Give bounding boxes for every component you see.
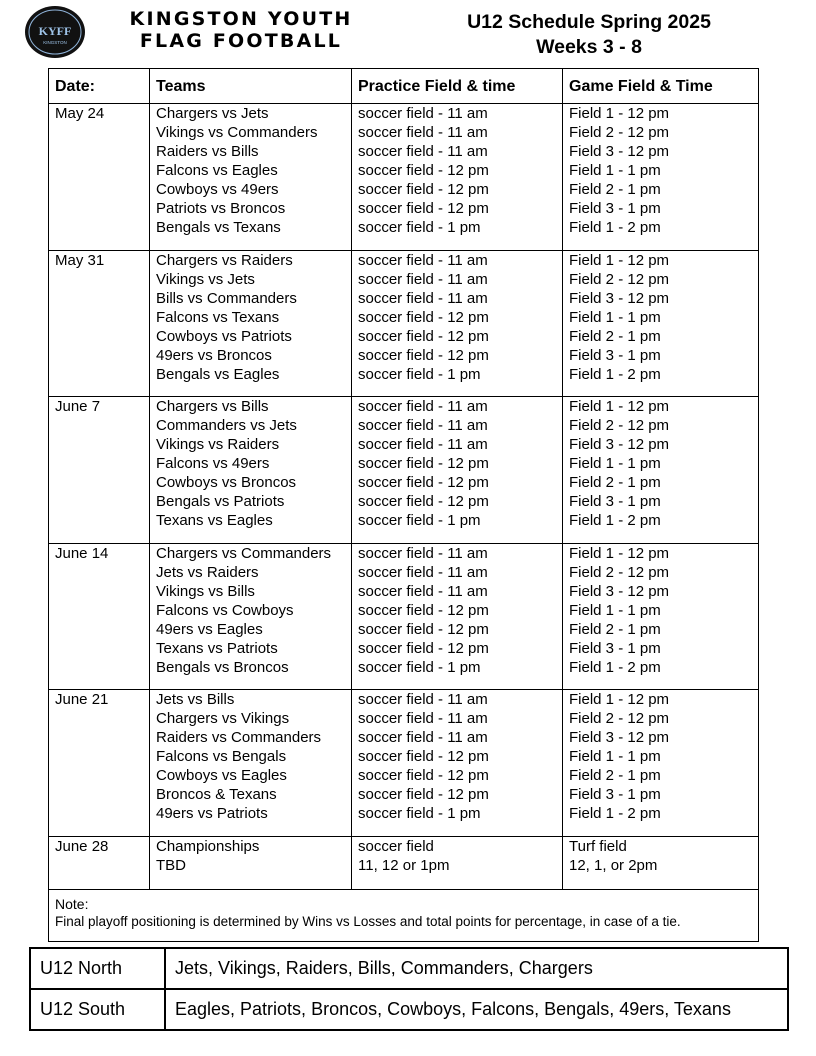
practice-time: soccer field - 11 am (358, 544, 488, 562)
game-cell (563, 104, 759, 251)
game-time: Field 2 - 12 pm (569, 710, 670, 727)
practice-time: soccer field - 11 am (358, 417, 488, 434)
note-label: Note: (55, 895, 89, 912)
matchup: Vikings vs Bills (156, 582, 255, 600)
game-time: Field 2 - 1 pm (569, 474, 661, 491)
table-row (49, 250, 759, 397)
game-time: Field 3 - 12 pm (569, 436, 670, 453)
matchup: Cowboys vs Eagles (156, 767, 287, 784)
practice-time: soccer field - 11 am (358, 691, 488, 708)
game-cell (563, 836, 759, 889)
note-row (49, 889, 759, 941)
matchup: Bengals vs Broncos (156, 658, 289, 676)
practice-time: soccer field - 1 pm (358, 365, 481, 383)
practice-time: soccer field - 12 pm (358, 601, 489, 619)
division-name: U12 North (30, 948, 165, 989)
practice-time: soccer field - 12 pm (358, 748, 489, 765)
teams-cell (150, 250, 352, 397)
header-teams: Teams (150, 69, 352, 104)
game-time: Field 3 - 12 pm (569, 143, 670, 160)
practice-time: 11, 12 or 1pm (358, 856, 450, 874)
practice-time: soccer field - 11 am (358, 105, 488, 122)
practice-time: soccer field - 12 pm (358, 308, 489, 326)
game-cell (563, 543, 759, 690)
game-time: Field 3 - 12 pm (569, 289, 670, 307)
matchup: Chargers vs Vikings (156, 710, 290, 727)
matchup: 49ers vs Broncos (156, 346, 272, 364)
practice-time: soccer field - 11 am (358, 436, 488, 453)
date-cell: May 24 (49, 104, 150, 251)
game-time: Field 2 - 12 pm (569, 270, 670, 288)
matchup: Texans vs Eagles (156, 512, 273, 529)
game-time: Field 2 - 1 pm (569, 327, 661, 345)
matchup: Texans vs Patriots (156, 639, 278, 657)
matchup: Bengals vs Eagles (156, 365, 280, 383)
matchup: Patriots vs Broncos (156, 200, 286, 217)
teams-cell (150, 397, 352, 544)
kyff-logo (24, 5, 86, 59)
game-time: Field 3 - 1 pm (569, 639, 661, 657)
schedule-body (49, 104, 759, 890)
practice-cell (352, 250, 563, 397)
game-time: Field 2 - 1 pm (569, 767, 661, 784)
practice-cell (352, 543, 563, 690)
practice-cell (352, 690, 563, 837)
matchup: Bengals vs Texans (156, 219, 281, 236)
game-time: Field 3 - 1 pm (569, 786, 661, 803)
division-teams: Jets, Vikings, Raiders, Bills, Commanders, Chargers (165, 948, 788, 989)
game-time: Field 1 - 12 pm (569, 544, 670, 562)
organization-title (100, 8, 382, 52)
game-time: Field 1 - 2 pm (569, 219, 661, 236)
header-game: Game Field & Time (563, 69, 759, 104)
game-time: Field 1 - 2 pm (569, 365, 661, 383)
matchup: Falcons vs 49ers (156, 455, 270, 472)
matchup: Bengals vs Patriots (156, 493, 285, 510)
game-time: Field 1 - 2 pm (569, 805, 661, 822)
note-text: Final playoff positioning is determined by Wins vs Losses and total points for percentage, in case of a tie. (55, 913, 681, 929)
practice-time: soccer field - 12 pm (358, 327, 489, 345)
matchup: Chargers vs Bills (156, 398, 269, 415)
date-cell: June 7 (49, 397, 150, 544)
game-time: Field 2 - 12 pm (569, 417, 670, 434)
table-row (49, 543, 759, 690)
practice-time: soccer field - 11 am (358, 729, 488, 746)
game-time: Field 3 - 1 pm (569, 200, 661, 217)
practice-time: soccer field - 1 pm (358, 805, 481, 822)
game-time: 12, 1, or 2pm (569, 856, 658, 874)
game-time: Field 1 - 1 pm (569, 455, 661, 472)
practice-time: soccer field - 1 pm (358, 658, 481, 676)
game-cell (563, 690, 759, 837)
practice-time: soccer field - 12 pm (358, 200, 489, 217)
schedule-title-line-1: U12 Schedule Spring 2025 (467, 11, 711, 33)
game-time: Field 1 - 1 pm (569, 601, 661, 619)
practice-time: soccer field - 11 am (358, 289, 488, 307)
matchup: Cowboys vs Patriots (156, 327, 292, 345)
practice-time: soccer field - 12 pm (358, 455, 489, 472)
game-time: Field 1 - 1 pm (569, 748, 661, 765)
table-row (49, 104, 759, 251)
practice-time: soccer field - 12 pm (358, 786, 489, 803)
matchup: Bills vs Commanders (156, 289, 297, 307)
note-cell (49, 889, 759, 941)
matchup: Vikings vs Jets (156, 270, 255, 288)
date-cell: May 31 (49, 250, 150, 397)
practice-time: soccer field - 12 pm (358, 346, 489, 364)
game-time: Field 1 - 1 pm (569, 308, 661, 326)
matchup: Chargers vs Raiders (156, 251, 293, 269)
matchup: Cowboys vs Broncos (156, 474, 297, 491)
matchup: Cowboys vs 49ers (156, 181, 279, 198)
teams-cell (150, 836, 352, 889)
game-time: Field 1 - 12 pm (569, 251, 670, 269)
game-time: Field 3 - 12 pm (569, 582, 670, 600)
header-practice: Practice Field & time (352, 69, 563, 104)
table-row (49, 397, 759, 544)
game-time: Field 1 - 12 pm (569, 105, 670, 122)
matchup: 49ers vs Patriots (156, 805, 268, 822)
matchup: Jets vs Bills (156, 691, 235, 708)
practice-time: soccer field - 12 pm (358, 493, 489, 510)
division-name: U12 South (30, 989, 165, 1030)
practice-time: soccer field (358, 837, 434, 855)
logo-text: KYFF (38, 24, 72, 38)
header-date: Date: (49, 69, 150, 104)
game-time: Field 1 - 2 pm (569, 512, 661, 529)
matchup: TBD (156, 856, 186, 874)
practice-time: soccer field - 11 am (358, 143, 488, 160)
practice-time: soccer field - 11 am (358, 563, 488, 581)
game-time: Field 3 - 12 pm (569, 729, 670, 746)
date-cell: June 21 (49, 690, 150, 837)
practice-time: soccer field - 11 am (358, 398, 488, 415)
practice-time: soccer field - 12 pm (358, 620, 489, 638)
practice-time: soccer field - 11 am (358, 251, 488, 269)
matchup: Raiders vs Bills (156, 143, 259, 160)
table-row (49, 836, 759, 889)
logo-subtext: KINGSTON (43, 40, 67, 45)
teams-cell (150, 690, 352, 837)
practice-time: soccer field - 11 am (358, 270, 488, 288)
org-title-line-1: KINGSTON YOUTH (129, 8, 353, 30)
game-time: Field 2 - 12 pm (569, 563, 670, 581)
game-time: Turf field (569, 837, 627, 855)
date-cell: June 28 (49, 836, 150, 889)
schedule-table (48, 68, 759, 942)
game-time: Field 2 - 12 pm (569, 124, 670, 141)
game-cell (563, 250, 759, 397)
matchup: Chargers vs Jets (156, 105, 269, 122)
matchup: Raiders vs Commanders (156, 729, 322, 746)
matchup: Commanders vs Jets (156, 417, 297, 434)
org-title-line-2: FLAG FOOTBALL (139, 30, 343, 52)
matchup: Jets vs Raiders (156, 563, 259, 581)
game-time: Field 3 - 1 pm (569, 346, 661, 364)
game-time: Field 1 - 1 pm (569, 162, 661, 179)
matchup: Falcons vs Texans (156, 308, 280, 326)
matchup: Falcons vs Cowboys (156, 601, 294, 619)
practice-time: soccer field - 11 am (358, 710, 488, 727)
matchup: Vikings vs Commanders (156, 124, 318, 141)
division-row (30, 948, 788, 989)
matchup: Chargers vs Commanders (156, 544, 332, 562)
game-time: Field 1 - 12 pm (569, 398, 670, 415)
practice-cell (352, 397, 563, 544)
practice-time: soccer field - 12 pm (358, 474, 489, 491)
division-teams: Eagles, Patriots, Broncos, Cowboys, Falcons, Bengals, 49ers, Texans (165, 989, 788, 1030)
matchup: Falcons vs Eagles (156, 162, 278, 179)
practice-time: soccer field - 12 pm (358, 162, 489, 179)
game-cell (563, 397, 759, 544)
practice-time: soccer field - 12 pm (358, 181, 489, 198)
matchup: Broncos & Texans (156, 786, 277, 803)
practice-time: soccer field - 11 am (358, 582, 488, 600)
game-time: Field 2 - 1 pm (569, 620, 661, 638)
matchup: Vikings vs Raiders (156, 436, 280, 453)
matchup: Falcons vs Bengals (156, 748, 287, 765)
teams-cell (150, 104, 352, 251)
table-row (49, 690, 759, 837)
matchup: 49ers vs Eagles (156, 620, 263, 638)
practice-time: soccer field - 1 pm (358, 512, 481, 529)
table-header-row (49, 69, 759, 104)
practice-time: soccer field - 12 pm (358, 639, 489, 657)
game-time: Field 3 - 1 pm (569, 493, 661, 510)
game-time: Field 1 - 12 pm (569, 691, 670, 708)
divisions-table (29, 947, 789, 1031)
practice-cell (352, 104, 563, 251)
practice-time: soccer field - 11 am (358, 124, 488, 141)
teams-cell (150, 543, 352, 690)
game-time: Field 1 - 2 pm (569, 658, 661, 676)
schedule-title (444, 10, 734, 60)
practice-time: soccer field - 12 pm (358, 767, 489, 784)
practice-time: soccer field - 1 pm (358, 219, 481, 236)
matchup: Championships (156, 837, 260, 855)
game-time: Field 2 - 1 pm (569, 181, 661, 198)
division-row (30, 989, 788, 1030)
date-cell: June 14 (49, 543, 150, 690)
schedule-title-line-2: Weeks 3 - 8 (536, 36, 642, 58)
practice-cell (352, 836, 563, 889)
